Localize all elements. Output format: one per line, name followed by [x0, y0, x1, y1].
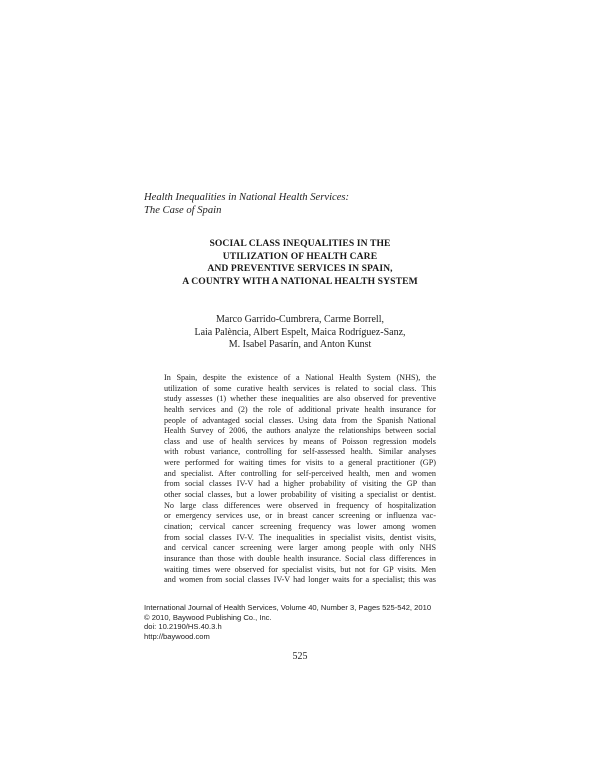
abstract-line: In Spain, despite the existence of a National Health System (NHS), the — [164, 373, 436, 382]
abstract-line: insurance than those with double health insurance. Social class differences in — [164, 553, 436, 563]
citation-footer — [144, 603, 464, 641]
article-title-line: A COUNTRY WITH A NATIONAL HEALTH SYSTEM — [182, 275, 418, 287]
author-list — [140, 314, 460, 352]
publisher-url: http://baywood.com — [144, 631, 210, 641]
citation-line: International Journal of Health Services, Volume 40, Number 3, Pages 525-542, 2010 — [144, 603, 432, 612]
abstract-line: Health Survey of 2006, the authors analyze the relationships between social — [164, 426, 436, 436]
abstract-line: people of advantaged social classes. Using data from the Spanish National — [164, 415, 436, 425]
abstract-line: class and use of health services by means of Poisson regression models — [164, 436, 436, 446]
abstract-line: were performed for waiting times for visits to a general practitioner (GP) — [164, 458, 436, 468]
abstract-line: utilization of some curative health services is related to social class. This — [164, 383, 436, 393]
abstract-line: from social classes IV-V. The inequalities in specialist visits, dentist visits, — [164, 532, 436, 542]
series-title-line: The Case of Spain — [144, 204, 222, 216]
abstract-line: waiting times were observed for specialist visits, but not for GP visits. Men — [164, 564, 436, 574]
article-title-line: UTILIZATION OF HEALTH CARE — [222, 250, 378, 262]
copyright-line: © 2010, Baywood Publishing Co., Inc. — [144, 612, 272, 622]
author-line: Marco Garrido-Cumbrera, Carme Borrell, — [216, 314, 384, 325]
abstract-line: No large class differences were observed in frequency of hospitalization — [164, 500, 436, 510]
series-title-line: Health Inequalities in National Health Services: — [144, 192, 350, 203]
abstract-line: other social classes, but a lower probability of visiting a specialist or dentist. — [164, 490, 436, 500]
article-title-line: SOCIAL CLASS INEQUALITIES IN THE — [209, 238, 391, 249]
abstract-line: from social classes IV-V had a higher probability of visiting the GP than — [164, 479, 436, 489]
series-title — [144, 192, 474, 218]
abstract-line: or emergency services use, or in breast cancer screening or influenza vac- — [164, 511, 436, 521]
abstract-line: and cervical cancer screening were larger among people with only NHS — [164, 543, 436, 553]
abstract-line: and women from social classes IV-V had longer waits for a specialist; this was — [164, 575, 436, 585]
abstract — [164, 373, 436, 586]
abstract-line: health services and (2) the role of additional private health insurance for — [164, 404, 436, 414]
abstract-line: with robust variance, controlling for self-assessed health. Similar analyses — [164, 447, 436, 457]
doi-line: doi: 10.2190/HS.40.3.h — [144, 622, 222, 632]
abstract-line: and specialist. After controlling for self-perceived health, men and women — [164, 468, 436, 478]
page-number: 525 — [292, 651, 308, 662]
article-title-line: AND PREVENTIVE SERVICES IN SPAIN, — [207, 263, 393, 275]
article-title — [140, 238, 460, 288]
abstract-line: study assesses (1) whether these inequalities are also observed for preventive — [164, 394, 436, 404]
abstract-line: cination; cervical cancer screening frequency was lower among women — [164, 521, 436, 531]
author-line: M. Isabel Pasarín, and Anton Kunst — [228, 339, 372, 351]
author-line: Laia Palència, Albert Espelt, Maica Rodríguez-Sanz, — [194, 326, 406, 338]
